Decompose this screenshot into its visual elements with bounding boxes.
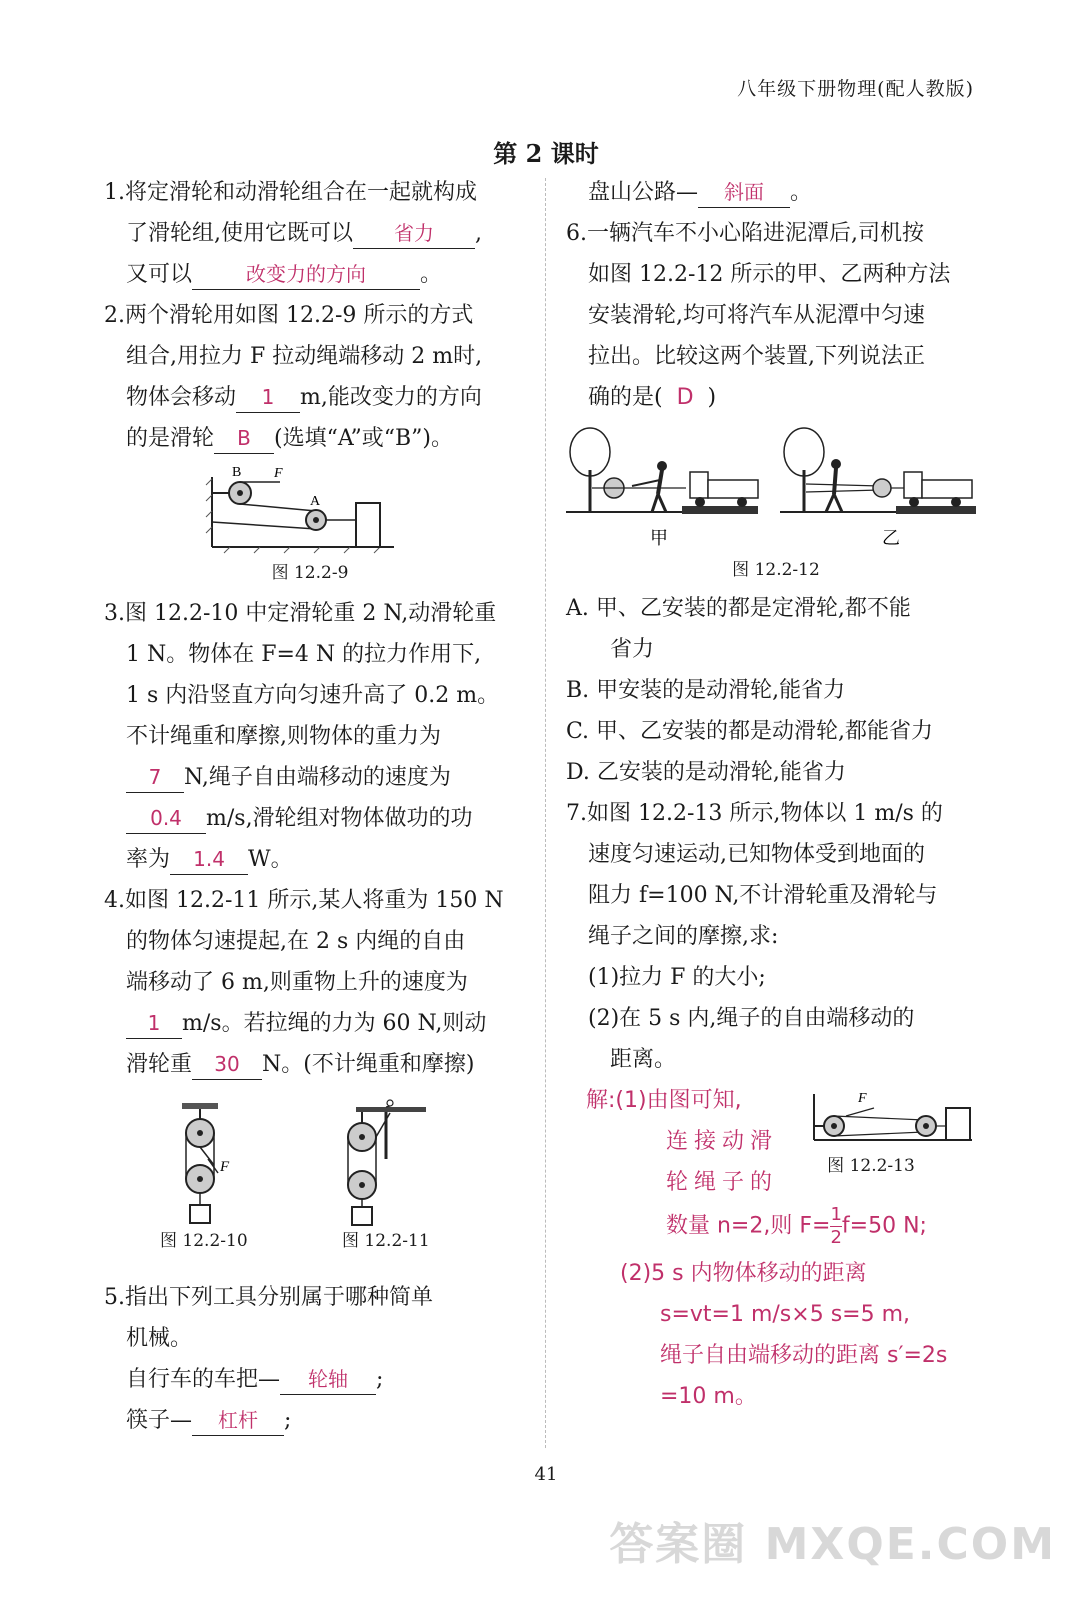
- q6-answer: D: [676, 385, 694, 410]
- label-yi: 乙: [882, 528, 900, 549]
- q7-line: 绳子之间的摩擦,求:: [588, 924, 779, 949]
- figure-12-2-9: [104, 467, 516, 557]
- q4-answer-2: 30: [192, 1049, 262, 1080]
- q4-line: 4.如图 12.2-11 所示,某人将重为 150 N: [104, 888, 504, 913]
- q7-line: 速度匀速运动,已知物体受到地面的: [588, 842, 925, 867]
- q7-solution: 连接动滑: [666, 1129, 779, 1154]
- q6-line: 确的是( D ): [588, 385, 717, 410]
- label-jia: 甲: [650, 528, 668, 549]
- q5-line: 5.指出下列工具分别属于哪种简单: [104, 1285, 433, 1310]
- q2-line: 组合,用拉力 F 拉动绳端移动 2 m时,: [126, 344, 483, 369]
- watermark-logo: 答案圈 MXQE.COM: [609, 1519, 1056, 1570]
- q3-line: 1 N。物体在 F=4 N 的拉力作用下,: [126, 642, 482, 667]
- caption-row: [104, 1229, 516, 1259]
- q7-solution: 数量 n=2,则 F= $\frac{1}{2}$ f=50 N;: [666, 1204, 927, 1248]
- q7-solution: (2)5 s 内物体移动的距离: [620, 1261, 867, 1286]
- scene-yi: [780, 428, 976, 514]
- q5-answer-2: 杠杆: [192, 1405, 284, 1436]
- q1-line: 又可以 改变力的方向 。: [104, 254, 516, 295]
- figure-12-2-12: [566, 424, 986, 554]
- q6-line: 安装滑轮,均可将汽车从泥潭中匀速: [588, 303, 925, 328]
- q3-line: 不计绳重和摩擦,则物体的重力为: [126, 724, 441, 749]
- q5-answer-1: 轮轴: [280, 1364, 376, 1395]
- label-a: A: [310, 494, 321, 509]
- q3-line: 0.4 m/s,滑轮组对物体做功的功: [104, 798, 516, 839]
- q6-line: 如图 12.2-12 所示的甲、乙两种方法: [588, 262, 951, 287]
- q1-answer-1: 省力: [353, 218, 475, 249]
- figure-caption: 图 12.2-9: [271, 563, 349, 583]
- q5-line: 筷子— 杠杆 ;: [104, 1400, 516, 1441]
- q3-answer-1: 7: [126, 762, 184, 793]
- q7-solution-block: [566, 1080, 986, 1204]
- block: [356, 503, 380, 547]
- page-header: 八年级下册物理(配人教版): [737, 78, 974, 100]
- column-divider: [545, 178, 546, 1448]
- q4-line: 1 m/s。若拉绳的力为 60 N,则动: [104, 1003, 516, 1044]
- q7-solution: s=vt=1 m/s×5 s=5 m,: [660, 1302, 911, 1327]
- q7-line: 7.如图 12.2-13 所示,物体以 1 m/s 的: [566, 801, 943, 826]
- q1-line: 了滑轮组,使用它既可以 省力 ,: [104, 213, 516, 254]
- q6-option-b: B. 甲安装的是动滑轮,能省力: [566, 678, 846, 703]
- fraction-one-half: $\frac{1}{2}$: [830, 1204, 842, 1248]
- q2-line: 物体会移动 1 m,能改变力的方向: [104, 377, 516, 418]
- q6-option-d: D. 乙安装的是动滑轮,能省力: [566, 760, 846, 785]
- q4-line: 滑轮重 30 N。(不计绳重和摩擦): [104, 1044, 516, 1085]
- q3-line: 3.图 12.2-10 中定滑轮重 2 N,动滑轮重: [104, 601, 497, 626]
- label-f: F: [220, 1159, 230, 1175]
- label-f: F: [858, 1091, 867, 1106]
- q6-line: 6.一辆汽车不小心陷进泥潭后,司机按: [566, 221, 924, 246]
- q6-line: 拉出。比较这两个装置,下列说法正: [588, 344, 925, 369]
- q7-solution: 轮绳子的: [666, 1170, 779, 1195]
- q7-line: 阻力 f=100 N,不计滑轮重及滑轮与: [588, 883, 938, 908]
- q1-answer-2: 改变力的方向: [192, 259, 420, 290]
- q6-option-a-cont: 省力: [610, 637, 655, 662]
- q3-answer-2: 0.4: [126, 803, 206, 834]
- section-title: 第 2 课时: [493, 139, 599, 168]
- q7-solution: =10 m。: [660, 1384, 757, 1409]
- q7-line: 距离。: [610, 1047, 677, 1072]
- figure-caption: 图 12.2-12: [732, 560, 820, 580]
- figure-caption: 图 12.2-13: [827, 1156, 915, 1176]
- q4-line: 端移动了 6 m,则重物上升的速度为: [126, 970, 468, 995]
- q2-line: 的是滑轮 B (选填“A”或“B”)。: [104, 418, 516, 459]
- q4-answer-1: 1: [126, 1008, 182, 1039]
- label-b: B: [232, 467, 242, 480]
- q7-line: (2)在 5 s 内,绳子的自由端移动的: [588, 1006, 915, 1031]
- figure-12-2-13: [806, 1088, 976, 1148]
- q6-option-a: A. 甲、乙安装的都是定滑轮,都不能: [566, 596, 911, 621]
- q7-line: (1)拉力 F 的大小;: [588, 965, 766, 990]
- q6-option-c: C. 甲、乙安装的都是动滑轮,都能省力: [566, 719, 934, 744]
- q3-answer-3: 1.4: [170, 844, 248, 875]
- left-column: [104, 172, 516, 1441]
- right-column: [566, 172, 986, 1417]
- q2-line: 2.两个滑轮用如图 12.2-9 所示的方式: [104, 303, 474, 328]
- figures-12-2-10-and-11: [104, 1099, 516, 1229]
- q3-line: 7 N,绳子自由端移动的速度为: [104, 757, 516, 798]
- q4-line: 的物体匀速提起,在 2 s 内绳的自由: [126, 929, 466, 954]
- q1-line: 1.将定滑轮和动滑轮组合在一起就构成: [104, 180, 477, 205]
- scene-jia: [566, 428, 758, 514]
- q5-answer-3: 斜面: [698, 177, 790, 208]
- q2-answer-1: 1: [236, 382, 300, 413]
- q5-line: 盘山公路— 斜面 。: [566, 172, 986, 213]
- figure-caption: 图 12.2-11: [342, 1231, 430, 1251]
- q5-line: 机械。: [126, 1326, 193, 1351]
- q5-line: 自行车的车把— 轮轴 ;: [104, 1359, 516, 1400]
- q3-line: 率为 1.4 W。: [104, 839, 516, 880]
- q7-solution: 绳子自由端移动的距离 s′=2s: [660, 1343, 948, 1368]
- q7-solution: 解:(1)由图可知,: [586, 1088, 742, 1113]
- page-number: 41: [534, 1464, 558, 1485]
- q3-line: 1 s 内沿竖直方向匀速升高了 0.2 m。: [126, 683, 500, 708]
- figure-caption: 图 12.2-10: [160, 1231, 248, 1251]
- q2-answer-2: B: [214, 423, 274, 454]
- label-f: F: [274, 467, 283, 481]
